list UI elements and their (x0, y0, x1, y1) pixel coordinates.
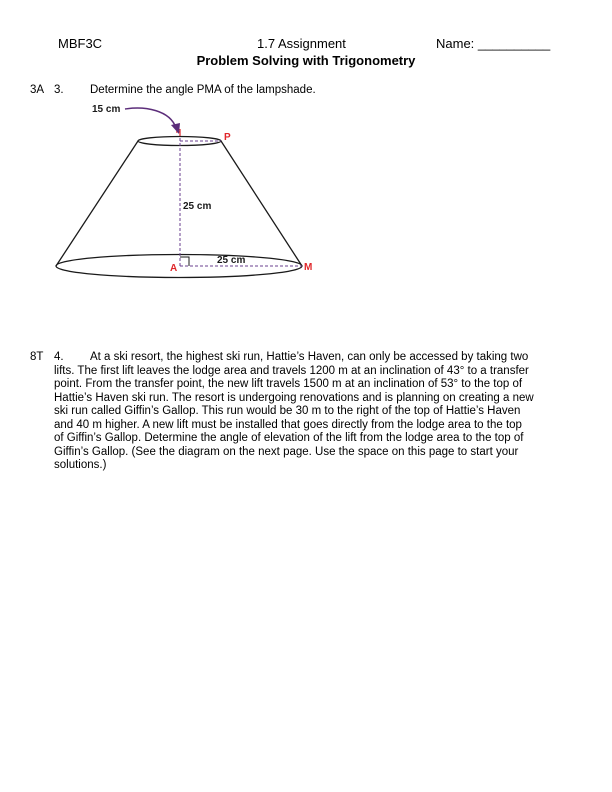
point-p-label: P (224, 132, 231, 143)
question-3-tag: 3A (30, 84, 45, 96)
question-4-line-9: solutions.) (54, 459, 107, 471)
question-4-line-7: of Giffin’s Gallop. Determine the angle of elevation of the lift from the lodge area to the top of (54, 432, 524, 444)
question-4-line-3: point. From the transfer point, the new lift travels 1500 m at an inclination of 53° to the top of (54, 378, 523, 390)
right-angle-marker (180, 257, 189, 266)
question-4-line-8: Giffin’s Gallop. (See the diagram on the next page. Use the space on this page to start your (54, 445, 519, 458)
top-radius-arrow (125, 108, 176, 128)
height-label: 25 cm (183, 201, 212, 212)
lampshade-diagram (40, 98, 330, 283)
lampshade-right-side (221, 141, 302, 266)
top-radius-arrowhead (171, 123, 180, 134)
question-4-line-6: and 40 m higher. A new lift must be installed that goes directly from the lodge area to the top (54, 418, 522, 431)
question-3-number: 3. (54, 84, 64, 96)
course-code: MBF3C (58, 36, 103, 51)
base-radius-label: 25 cm (217, 255, 246, 266)
top-radius-label: 15 cm (92, 104, 121, 115)
lampshade-left-side (56, 141, 138, 266)
page-title: Problem Solving with Trigonometry (196, 53, 416, 68)
question-4-line-4: Hattie’s Haven ski run. The resort is undergoing renovations and is planning on creating a new (54, 391, 534, 404)
name-field-label: Name: __________ (436, 36, 551, 51)
point-a-label: A (170, 263, 178, 274)
point-m-label: M (304, 262, 313, 273)
question-3-text: Determine the angle PMA of the lampshade. (90, 84, 316, 96)
question-4-number: 4. (54, 351, 64, 363)
question-4-tag: 8T (30, 351, 44, 363)
question-4-line-2: lifts. The first lift leaves the lodge area and travels 1200 m at an inclination of 43° to a transfer (54, 364, 529, 377)
assignment-label: 1.7 Assignment (257, 36, 346, 51)
question-4-line-5: ski run called Giffin’s Gallop. This run would be 30 m to the right of the top of Hattie’s Haven (54, 405, 521, 417)
question-4-first-line: At a ski resort, the highest ski run, Hattie’s Haven, can only be accessed by taking two (90, 351, 529, 363)
